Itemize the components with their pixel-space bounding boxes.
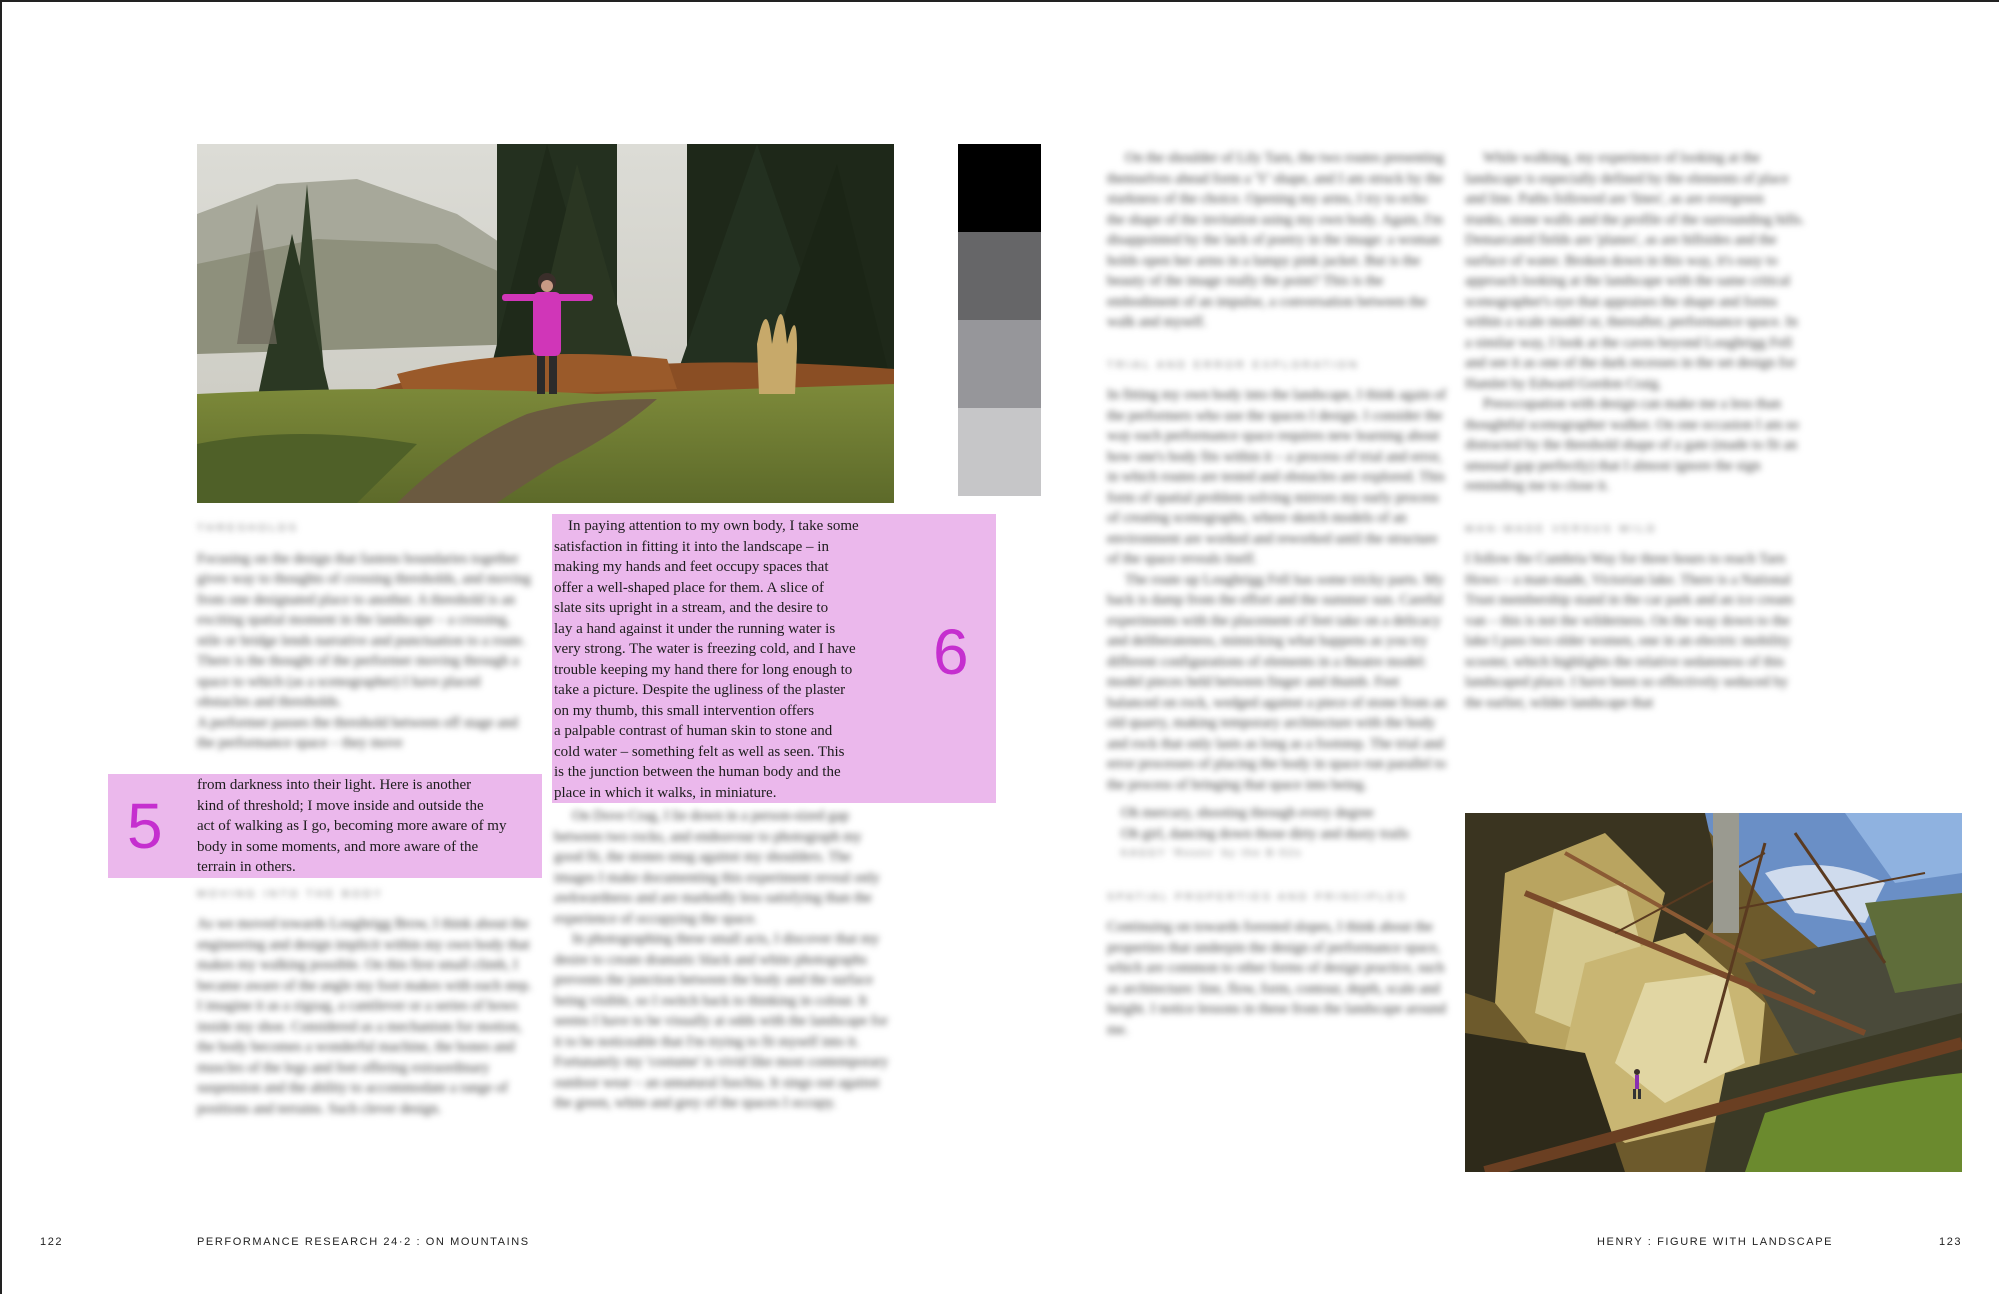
text-line: slate sits upright in a stream, and the desire to: [554, 600, 829, 616]
text-line: take a picture. Despite the ugliness of the plaster: [554, 682, 846, 698]
text-line: is the junction between the human body and the: [554, 764, 841, 780]
branches-photo-graphic: [1465, 813, 1962, 1172]
section-heading-man-made-versus-wild: MAN-MADE VERSUS WILD: [1465, 522, 1658, 535]
right-page-number: 123: [1939, 1236, 1963, 1248]
woodland-photo-graphic: [197, 144, 894, 503]
swatch-dark-grey: [958, 232, 1041, 320]
right-page-column-2: [1465, 148, 1805, 713]
woman-arms-outstretched-in-woodland-photo: [197, 144, 894, 503]
left-running-title: PERFORMANCE RESEARCH 24·2 : ON MOUNTAINS: [197, 1236, 530, 1248]
section-heading-moving-into-the-body: MOVING INTO THE BODY: [197, 887, 384, 900]
swatch-black: [958, 144, 1041, 232]
section-heading-trial-and-error: TRIAL AND ERROR EXPLORATION: [1107, 358, 1360, 371]
body-paragraph: As we moved towards Loughrigg Brow, I think about the engineering and design implicit within my own body that makes my walking possible. On this first small climb, I became aware of the angle my foot makes with each step. I imagine it as a zigzag, a cantilever or a series of bows inside my shoe. Considered as a mechanism for motion, the body becomes a wonderful machine, the bones and muscles of the legs and feet offering extraordinary suspension and the ability to accommodate a range of positions and terrains. Such clever design.: [197, 916, 532, 1117]
text-line: In paying attention to my own body, I take some: [568, 518, 859, 534]
body-paragraph: I follow the Cumbria Way for three hours to reach Tarn Hows – a man-made, Victorian lake. There is a National Trust membership stand in the car park and an ice cream van – this is not the wilderness. On the way down to the lake I pass two older women, one in an electric mobility scooter, which highlights the relative sedateness of this landscaped place. I have been so effectively seduced by the earlier, wilder landscape that: [1465, 551, 1794, 711]
text-line: very strong. The water is freezing cold, and I have: [554, 641, 856, 657]
text-line: making my hands and feet occupy spaces that: [554, 559, 829, 575]
body-paragraph: Focusing on the design that fastens boundaries together gives way to thoughts of crossing thresholds, and moving from one designated place to another. A threshold is an exciting spatial moment in the landscape – a crossing, stile or bridge lends narrative and punctuation to a route. There is the thought of the performer moving through a space to which (as a scenographer) I have placed obstacles and thresholds.: [197, 550, 531, 710]
text-line: on my thumb, this small intervention offers: [554, 702, 815, 719]
body-paragraph: A performer passes the threshold between off stage and the performance space – they move: [197, 714, 519, 751]
text-line: place in which it walks, in miniature.: [554, 784, 777, 801]
border-left: [0, 0, 2, 1294]
border-top: [0, 0, 1999, 2]
miniature-figure-on-fallen-branches-photo: [1465, 813, 1962, 1172]
body-paragraph: In fitting my own body into the landscape, I think again of the performers who use the spaces I design. I consider the way each performance space requires new learning about how one's body fits within it – a process of trial and error, in which routes are tested and obstacles are explored. This form of spatial problem solving mirrors my early process of creating scenographs, where sketch models of an environment are worked and reworked until the structure of the space reveals itself.: [1107, 387, 1447, 567]
song-quote-line: Oh mercury, shooting through every degree: [1121, 805, 1374, 821]
section-heading-spatial-properties: SPATIAL PROPERTIES AND PRINCIPLES: [1107, 890, 1408, 903]
body-paragraph: Preoccupation with design can make me a less than thoughtful scenographer walker. On one occasion I am so distracted by the threshold shape of a gate (made to fit an unusual gap perfectly) that I almost ignore the sign reminding me to close it.: [1465, 396, 1799, 494]
body-paragraph: While walking, my experience of looking at the landscape is especially defined by the elements of place and line. Paths followed are 'lines', as are evergreen trunks, stone walls and the profile of the surrounding hills. Demarcated fields are 'planes', as are hillsides and the surface of water. Broken down in this way, it's easy to approach looking at the landscape with the same critical scenographer's eye that appraises the shape and forms within a scale model or, thereafter, performance space. In a similar way, I look at the caves beyond Loughrigg Fell and see it as one of the dark recesses in the set design for Hamlet by Edward Gordon Craig.: [1465, 150, 1805, 392]
highlight-text-5: [197, 775, 542, 878]
body-paragraph: On the shoulder of Lily Tarn, the two routes presenting themselves ahead form a 'Y' shape, and I am struck by the starkness of the choice. Opening my arms, I try to echo the shape of the invitation using my own body. Again, I'm disappointed by the lack of poetry in the image: a woman holds open her arms in a lumpy pink jacket. But is the beauty of the image really the point? This is the embodiment of an impulse, a conversation between the walk and myself.: [1107, 150, 1445, 330]
section-heading-thresholds: THRESHOLDS: [197, 522, 299, 534]
body-paragraph: Continuing on towards forested slopes, I think about the properties that underpin the design of performance space, which are common to other forms of design practice, such as architecture: line, flow, form, contour, depth, scale and height. I notice lessons in these from the landscape around me.: [1107, 919, 1447, 1038]
text-line: from darkness into their light. Here is another: [197, 777, 472, 793]
body-paragraph: In photographing these small acts, I discover that my desire to create dramatic black and white photographs prevents the junction between the body and the surface being visible, so I switch back to thinking in colour. It seems I have to be visually at odds with the landscape for it to be noticeable that I'm trying to fit myself into it. Fortunately my 'costume' is vivid like most contemporary outdoor wear – an unnatural fuschia. It sings out against the green, white and grey of the spaces I occupy.: [554, 931, 889, 1111]
body-paragraph: The route up Loughrigg Fell has some tricky parts. My back is damp from the effort and the summer sun. Careful experiments with the placement of feet take on a delicacy and deliberateness, mimicking what happens as you try different configurations of elements in a theatre model: model pieces held between finger and thumb. Feet balanced on rock, wedged against a piece of stone from an old quarry, making temporary architecture with the body and rock that only lasts as long as a footstep. The trial and error processes of placing the body in space run parallel to the process of bringing that space into being.: [1107, 571, 1447, 793]
swatch-light-grey: [958, 408, 1041, 496]
text-line: act of walking as I go, becoming more aware of my: [197, 818, 507, 834]
song-quote-line: Oh girl, dancing down those dirty and dusty trails: [1121, 825, 1409, 842]
body-paragraph: On Dove Crag, I lie down in a person-sized gap between two rocks, and endeavour to photograph my good fit, the stones snug against my shoulders. The images I make documenting this experiment reveal only awkwardness and are markedly less satisfying than the experience of occupying the space.: [554, 808, 880, 927]
text-line: cold water – something felt as well as seen. This: [554, 743, 845, 760]
highlight-number-6: 6: [933, 616, 969, 688]
text-line: a palpable contrast of human skin to stone and: [554, 723, 833, 739]
right-running-title: HENRY : FIGURE WITH LANDSCAPE: [1597, 1236, 1834, 1248]
text-line: kind of threshold; I move inside and outside the: [197, 797, 484, 814]
song-quote-caption: KAGGY 'Roses' by the B-52s: [1121, 848, 1303, 859]
left-page-column-2: [554, 806, 894, 1114]
highlight-text-6: [554, 516, 904, 803]
text-line: trouble keeping my hand there for long enough to: [554, 661, 853, 678]
highlight-number-5: 5: [127, 790, 163, 862]
text-line: lay a hand against it under the running water is: [554, 620, 836, 637]
text-line: satisfaction in fitting it into the landscape – in: [554, 538, 829, 555]
text-line: terrain in others.: [197, 859, 296, 875]
swatch-mid-grey: [958, 320, 1041, 408]
text-line: body in some moments, and more aware of the: [197, 838, 479, 855]
right-page-column-1: [1107, 148, 1447, 1040]
text-line: offer a well-shaped place for them. A slice of: [554, 579, 825, 596]
left-page-number: 122: [40, 1236, 64, 1248]
